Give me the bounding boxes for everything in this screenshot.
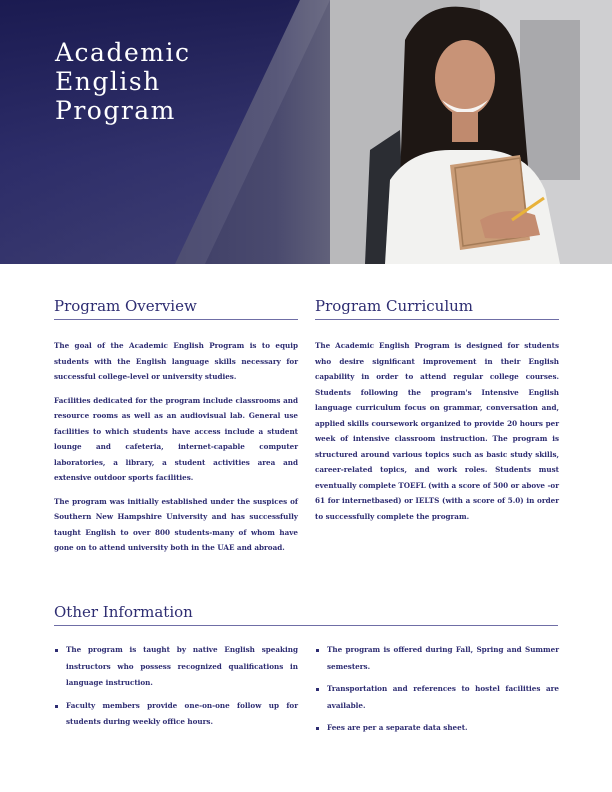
list-item: Transportation and references to hostel facilities are available. — [315, 681, 559, 714]
curriculum-paragraph: The Academic English Program is designed for students who desire significant improvement in their English capability in order to attend regular college courses. Students following the program's Intensive English language curriculum focus on grammar, conversation and, applied skills coursework organized to provide 20 hours per week of intensive classroom instruction. The program is structured around various topics such as basic study skills, career-related topics, and work roles. Students must eventually complete TOEFL (with a score of 500 or above -or 61 for internetbased) or IELTS (with a score of 5.0) in order to successfully complete the program. — [315, 341, 560, 521]
other-information-heading: Other Information — [54, 603, 558, 626]
hero-banner — [0, 0, 612, 264]
program-overview-body — [54, 338, 298, 556]
list-item: The program is offered during Fall, Spring and Summer semesters. — [315, 642, 559, 675]
program-curriculum-section — [315, 297, 559, 532]
list-item: Fees are per a separate data sheet. — [315, 720, 559, 737]
page-title — [55, 38, 190, 125]
title-line-3: Program — [55, 96, 176, 125]
student-photo — [330, 0, 612, 264]
program-overview-section — [54, 297, 298, 564]
other-info-list-left — [54, 642, 298, 737]
other-info-list-right — [315, 642, 559, 743]
program-curriculum-body — [315, 338, 559, 524]
title-line-1: Academic — [55, 38, 191, 67]
list-item: Faculty members provide one-on-one follow up for students during weekly office hours. — [54, 698, 298, 731]
other-information-section — [54, 603, 558, 626]
program-overview-heading: Program Overview — [54, 297, 298, 320]
overview-paragraph: The program was initially established under the suspices of Southern New Hampshire University and has successfully taught English to over 800 students-many of whom have gone on to attend university both in the UAE and abroad. — [54, 496, 298, 552]
overview-paragraph: The goal of the Academic English Program is to equip students with the English language skills necessary for successful college-level or university studies. — [54, 341, 298, 381]
title-line-2: English — [55, 67, 161, 96]
program-curriculum-heading: Program Curriculum — [315, 297, 559, 320]
list-item: The program is taught by native English speaking instructors who possess recognized qualifications in language instruction. — [54, 642, 298, 692]
overview-paragraph: Facilities dedicated for the program include classrooms and resource rooms as well as an audiovisual lab. General use facilities to which students have access include a student lounge and cafeteria, internet-capable computer laboratories, a library, a student activities area and extensive outdoor sports facilities. — [54, 395, 298, 482]
